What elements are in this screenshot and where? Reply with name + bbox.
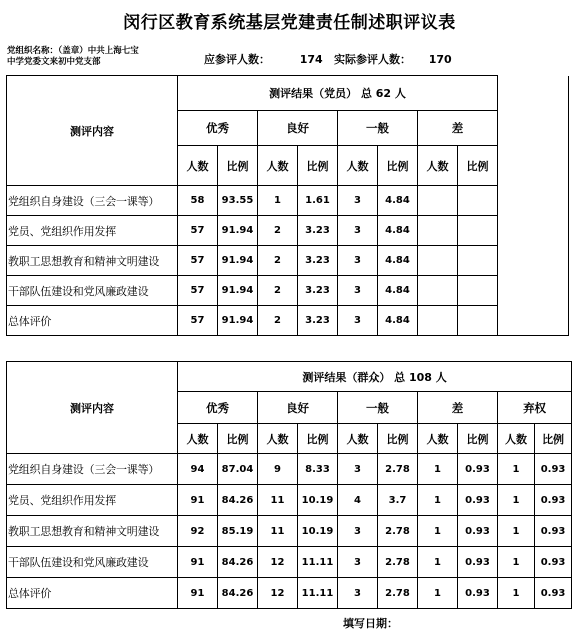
- ratio-cell: 0.93: [535, 454, 572, 485]
- ratio-cell: 2.78: [378, 516, 418, 547]
- actual-count-label: 实际参评人数：: [334, 53, 411, 66]
- actual-count: [334, 51, 452, 67]
- rating-group-header: 差: [418, 392, 498, 424]
- evaluation-item: 党组织自身建设（三会一课等）: [7, 454, 178, 485]
- table-row: [7, 547, 572, 578]
- count-cell: 1: [498, 516, 535, 547]
- expected-count: [204, 51, 323, 67]
- ratio-cell: 10.19: [298, 516, 338, 547]
- count-cell: 2: [258, 216, 298, 246]
- count-cell: 1: [418, 547, 458, 578]
- table-row: [7, 216, 569, 246]
- evaluation-item: 干部队伍建设和党风廉政建设: [7, 276, 178, 306]
- count-cell: 92: [178, 516, 218, 547]
- ratio-cell: 4.84: [378, 186, 418, 216]
- rating-group-header: 优秀: [178, 392, 258, 424]
- ratio-cell: 91.94: [218, 276, 258, 306]
- evaluation-item: 干部队伍建设和党风廉政建设: [7, 547, 178, 578]
- evaluation-item: 总体评价: [7, 306, 178, 336]
- ratio-cell: 1.61: [298, 186, 338, 216]
- count-cell: 12: [258, 578, 298, 609]
- count-cell: 91: [178, 485, 218, 516]
- count-header: 人数: [258, 424, 298, 454]
- table-row: [7, 246, 569, 276]
- result-header: 测评结果（群众） 总 108 人: [178, 362, 572, 392]
- ratio-cell: 85.19: [218, 516, 258, 547]
- count-cell: 3: [338, 578, 378, 609]
- expected-count-label: 应参评人数：: [204, 53, 270, 66]
- count-cell: 58: [178, 186, 218, 216]
- count-cell: 3: [338, 547, 378, 578]
- evaluation-item: 教职工思想教育和精神文明建设: [7, 246, 178, 276]
- count-cell: 9: [258, 454, 298, 485]
- count-cell: 1: [418, 454, 458, 485]
- ratio-cell: 4.84: [378, 276, 418, 306]
- ratio-header: 比例: [298, 146, 338, 186]
- count-cell: 1: [498, 547, 535, 578]
- count-header: 人数: [338, 424, 378, 454]
- count-cell: 57: [178, 276, 218, 306]
- ratio-cell: 0.93: [458, 485, 498, 516]
- count-cell: 4: [338, 485, 378, 516]
- count-cell: 3: [338, 186, 378, 216]
- ratio-cell: 3.23: [298, 216, 338, 246]
- rating-group-header: 良好: [258, 111, 338, 146]
- count-cell: 57: [178, 246, 218, 276]
- ratio-cell: 2.78: [378, 454, 418, 485]
- page-title: 闵行区教育系统基层党建责任制述职评议表: [123, 13, 456, 33]
- ratio-cell: 84.26: [218, 485, 258, 516]
- ratio-cell: 0.93: [458, 578, 498, 609]
- ratio-cell: 84.26: [218, 578, 258, 609]
- party-member-evaluation-table: [6, 75, 569, 336]
- ratio-cell: 8.33: [298, 454, 338, 485]
- ratio-header: 比例: [378, 146, 418, 186]
- rating-group-header: 一般: [338, 392, 418, 424]
- org-name-line1: 党组织名称：（盖章）中共上海七宝: [7, 46, 139, 56]
- expected-count-value: 174: [299, 53, 323, 66]
- ratio-cell: 2.78: [378, 547, 418, 578]
- count-cell: 1: [258, 186, 298, 216]
- count-cell: 1: [418, 578, 458, 609]
- count-cell: 1: [418, 516, 458, 547]
- rating-group-header: 良好: [258, 392, 338, 424]
- count-header: 人数: [418, 424, 458, 454]
- count-header: 人数: [178, 424, 218, 454]
- ratio-cell: [458, 186, 498, 216]
- count-cell: 3: [338, 454, 378, 485]
- ratio-cell: 10.19: [298, 485, 338, 516]
- count-cell: 2: [258, 276, 298, 306]
- ratio-cell: 0.93: [535, 578, 572, 609]
- count-cell: 3: [338, 246, 378, 276]
- ratio-header: 比例: [298, 424, 338, 454]
- ratio-cell: 91.94: [218, 216, 258, 246]
- ratio-cell: 84.26: [218, 547, 258, 578]
- ratio-cell: 0.93: [458, 516, 498, 547]
- rating-group-header: 优秀: [178, 111, 258, 146]
- ratio-header: 比例: [218, 424, 258, 454]
- ratio-cell: 4.84: [378, 246, 418, 276]
- ratio-header: 比例: [458, 146, 498, 186]
- ratio-cell: 91.94: [218, 246, 258, 276]
- count-cell: [418, 186, 458, 216]
- content-header: 测评内容: [7, 76, 178, 186]
- ratio-cell: 91.94: [218, 306, 258, 336]
- org-name-line2: 中学党委文来初中党支部: [7, 57, 101, 67]
- ratio-cell: 3.23: [298, 306, 338, 336]
- count-cell: [418, 276, 458, 306]
- count-cell: 2: [258, 306, 298, 336]
- fill-date: [343, 615, 398, 631]
- ratio-cell: [458, 246, 498, 276]
- rating-group-header: 弃权: [498, 392, 572, 424]
- count-cell: 1: [498, 485, 535, 516]
- count-header: 人数: [258, 146, 298, 186]
- fill-date-label: 填写日期：: [343, 617, 398, 630]
- table-row: [7, 454, 572, 485]
- count-cell: 12: [258, 547, 298, 578]
- ratio-cell: [458, 276, 498, 306]
- count-cell: 94: [178, 454, 218, 485]
- ratio-cell: 0.93: [535, 485, 572, 516]
- ratio-cell: 87.04: [218, 454, 258, 485]
- evaluation-item: 党员、党组织作用发挥: [7, 216, 178, 246]
- ratio-cell: 3.7: [378, 485, 418, 516]
- count-header: 人数: [498, 424, 535, 454]
- ratio-cell: [458, 216, 498, 246]
- ratio-cell: [458, 306, 498, 336]
- count-cell: 1: [498, 454, 535, 485]
- ratio-cell: 3.23: [298, 246, 338, 276]
- table-row: [7, 306, 569, 336]
- ratio-cell: 0.93: [458, 547, 498, 578]
- count-header: 人数: [418, 146, 458, 186]
- rating-group-header: 差: [418, 111, 498, 146]
- ratio-cell: 11.11: [298, 547, 338, 578]
- count-cell: [418, 216, 458, 246]
- count-cell: 57: [178, 216, 218, 246]
- count-cell: 91: [178, 578, 218, 609]
- ratio-cell: 0.93: [535, 516, 572, 547]
- table-row: [7, 516, 572, 547]
- count-cell: 3: [338, 306, 378, 336]
- count-cell: [418, 246, 458, 276]
- ratio-cell: 0.93: [458, 454, 498, 485]
- table-row: [7, 578, 572, 609]
- ratio-cell: 0.93: [535, 547, 572, 578]
- actual-count-value: 170: [428, 53, 452, 66]
- evaluation-item: 总体评价: [7, 578, 178, 609]
- ratio-cell: 4.84: [378, 306, 418, 336]
- count-cell: 11: [258, 516, 298, 547]
- count-cell: 2: [258, 246, 298, 276]
- ratio-header: 比例: [535, 424, 572, 454]
- ratio-cell: 4.84: [378, 216, 418, 246]
- evaluation-item: 教职工思想教育和精神文明建设: [7, 516, 178, 547]
- count-cell: 91: [178, 547, 218, 578]
- count-cell: 11: [258, 485, 298, 516]
- result-header: 测评结果（党员） 总 62 人: [178, 76, 498, 111]
- table-row: [7, 186, 569, 216]
- table-row: [7, 276, 569, 306]
- count-cell: 3: [338, 216, 378, 246]
- evaluation-item: 党组织自身建设（三会一课等）: [7, 186, 178, 216]
- count-cell: [418, 306, 458, 336]
- ratio-cell: 2.78: [378, 578, 418, 609]
- count-header: 人数: [338, 146, 378, 186]
- ratio-cell: 11.11: [298, 578, 338, 609]
- count-cell: 1: [498, 578, 535, 609]
- count-cell: 3: [338, 516, 378, 547]
- count-cell: 3: [338, 276, 378, 306]
- evaluation-item: 党员、党组织作用发挥: [7, 485, 178, 516]
- ratio-header: 比例: [218, 146, 258, 186]
- count-header: 人数: [178, 146, 218, 186]
- blank-area: [498, 76, 569, 336]
- rating-group-header: 一般: [338, 111, 418, 146]
- public-evaluation-table: [6, 361, 572, 609]
- org-name: [7, 46, 139, 68]
- ratio-cell: 93.55: [218, 186, 258, 216]
- ratio-header: 比例: [378, 424, 418, 454]
- ratio-header: 比例: [458, 424, 498, 454]
- count-cell: 57: [178, 306, 218, 336]
- ratio-cell: 3.23: [298, 276, 338, 306]
- table-row: [7, 485, 572, 516]
- content-header: 测评内容: [7, 362, 178, 454]
- count-cell: 1: [418, 485, 458, 516]
